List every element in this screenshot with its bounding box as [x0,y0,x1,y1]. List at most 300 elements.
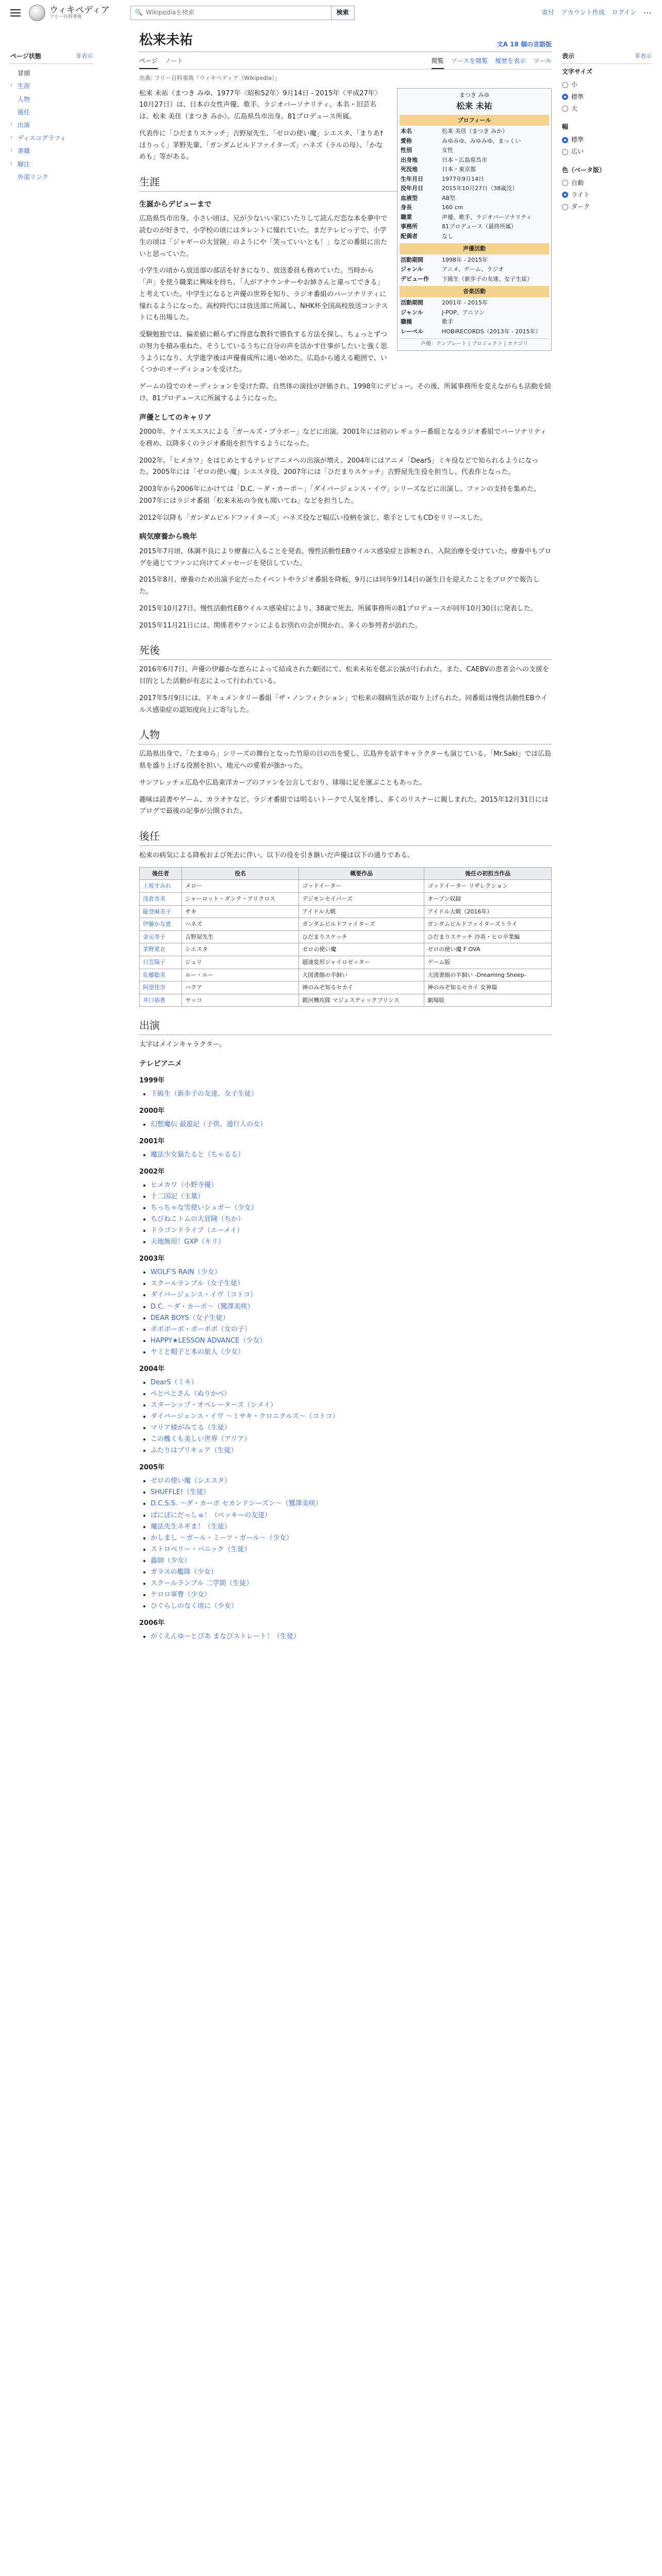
list-item [151,1225,552,1236]
list-item [151,1089,552,1100]
toc-item[interactable] [10,80,93,93]
chevron-icon [10,69,15,78]
infobox-value: 1977年9月14日 [442,175,484,182]
tab-talk[interactable]: ノート [164,57,184,64]
appearance-link[interactable]: 魔法先生ネギま！（生徒） [151,1522,231,1531]
infobox-value: 160 cm [442,204,464,211]
infobox-row [400,265,549,275]
list-item [151,1400,552,1411]
table-cell[interactable]: 金元寿子 [140,930,182,943]
radio-icon [562,149,568,155]
list-item [151,1236,552,1248]
table-cell[interactable]: 井口裕香 [140,994,182,1007]
appearance-link[interactable]: 蟲師（少女） [151,1556,191,1565]
appearance-groups [562,67,652,213]
search-input[interactable] [130,6,332,20]
chevron-icon: › [10,147,12,154]
radio-option[interactable] [562,201,652,213]
paragraph: 受験勉独では、偏差値に頼らずに得意な教科で勝負する方法を探し、ちょっとずつの努力を積み重ねた。そうしているうちに自分の声を活かす仕事がしたいと強く思うようになり、大学進学後は声優養成所に通い始めた。広島から通える範囲で、いくつかのオーディションを受けた。 [139,331,388,374]
radio-icon [562,94,568,100]
chevron-icon [10,95,15,105]
radio-icon [562,82,568,88]
chevron-icon: › [10,121,12,127]
appearance-group [562,165,652,213]
list-item [151,1521,552,1533]
appearance-link[interactable]: ヒメカワ（小野寺優） [151,1181,218,1189]
list-item [151,1290,552,1301]
tab-history[interactable]: 履歴を表示 [495,57,526,64]
table-cell[interactable]: 佐藤聡美 [140,969,182,981]
infobox-name: 松来 未祐 [456,101,492,111]
appearance-link[interactable]: ダイバージェンス・イヴ（コトコ） [151,1291,257,1299]
table-row [140,880,552,893]
table-header-cell: 概要作品 [299,867,424,880]
toc-item[interactable] [10,93,93,106]
paragraph: ゲームの役でのオーディションを受けた際、自然体の演技が評価され、1998年にデビュー。その後、所属事務所を変えながらも活動を続け、81プロデュースに所属するようになった。 [139,383,552,402]
login-link[interactable]: ログイン [611,9,636,16]
toc-item[interactable] [10,132,93,145]
infobox-label: ジャンル [401,309,423,316]
paragraph: 広島県呉市出身。小さい頃は、兄が少ないい家にいたりして読んだ恋な本を夢中で読むのが好きで、小学校の頃にはタレントに憧れていた。まだテレビっ子で、小学生の頃は「ジャギーの大冒険」のようにや「笑っていいとも！」などの番組に出たいと思っていた。 [139,215,388,258]
appearance-link[interactable]: がくえんゆーとぴあ まなびストレート！（生徒） [151,1633,301,1641]
table-body [140,880,552,1007]
section-heading-appearances: 出演 [139,1017,552,1035]
radio-option[interactable] [562,177,652,189]
infobox-head-activity: 声優活動 [400,243,549,255]
table-cell: アイドル大戦（2016年） [424,905,552,918]
tab-read[interactable]: 閲覧 [432,54,444,69]
chevron-icon: › [10,82,12,89]
appearance-list [151,1180,552,1248]
appearance-link[interactable]: ダイバージェンス・イヴ 〜ミサキ・クロニクルズ〜（コトコ） [151,1413,339,1421]
search-icon: 🔍 [135,9,143,16]
table-row [140,981,552,994]
table-cell: ガンダムビルドファイターズトライ [424,918,552,931]
appearance-list [151,1267,552,1358]
list-item [151,1191,552,1202]
table-header-cell: 役名 [182,867,299,880]
list-item [151,1267,552,1278]
appearance-link[interactable]: ケロロ軍曹（少女） [151,1591,211,1599]
appearance-link[interactable]: ゼロの使い魔（シエスタ） [151,1477,231,1485]
table-cell: ゼロの使い魔 [299,943,424,956]
appearance-link[interactable]: 下級生（新歩子の友達、女子生徒） [151,1090,258,1098]
table-cell: ゴッドイーター リザレクション [424,880,552,893]
table-row [140,994,552,1007]
chevron-icon [10,173,15,182]
table-cell[interactable]: 上坂すみれ [140,880,182,893]
toc-item-label: 出演 [18,121,30,129]
table-cell: ゲーム版 [424,956,552,969]
infobox-label: 出身地 [401,156,418,163]
appearance-link[interactable]: WOLF'S RAIN（少女） [151,1268,221,1277]
paragraph: 2012年以降も「ガンダムビルドファイターズ」ハネズ役など幅広い役柄を演じ、歌手としてもCDをリリースした。 [139,514,487,522]
table-cell[interactable]: 浅倉杏美 [140,892,182,905]
infobox-head-profile: プロフィール [400,115,549,126]
appearance-link[interactable]: スクールランブル（女子生徒） [151,1280,244,1288]
table-cell: シャーロット・ダンテ・アリクロス [182,892,299,905]
section-heading: 人物 [139,726,552,744]
table-cell: メロー [182,880,299,893]
year-heading: 2003年 [139,1255,165,1263]
page-tabs [139,54,552,70]
infobox-value: 2015年10月27日（38歳没） [442,185,518,192]
radio-icon [562,192,568,198]
radio-label: 大 [571,105,578,112]
more-icon[interactable]: ⋯ [643,8,652,18]
paragraph: 広島県出身で、「たまゆら」シリーズの舞台となった竹原の日の出を愛し、広島弁を話すキャラクターも演じている。「Mr.Saki」では広島県を盛り上げる役割を担い、地元への愛着が強かった。 [139,750,552,770]
table-row [140,943,552,956]
infobox-row [400,127,549,137]
toc-item[interactable] [10,158,93,171]
infobox [397,88,552,351]
list-item [151,1388,552,1400]
table-header-cell: 後任の初担当作品 [424,867,552,880]
list-item [151,1422,552,1434]
table-cell: 神のみぞ知るセカイ 女神篇 [424,981,552,994]
infobox-value: アニメ、ゲーム、ラジオ [442,266,504,273]
paragraph: 2015年10月27日、慢性活動性EBウイルス感染症により、38歳で死去。所属事務所の81プロデュースが同年10月30日に発表した。 [139,604,537,613]
table-row [140,905,552,918]
toc-item-label: 冒頭 [18,70,30,77]
infobox-row [400,194,549,204]
toc-title [10,52,93,64]
paragraph: 2015年8月、療養のため出演予定だったイベントやラジオ番組を降板。9月には同年9月14日の誕生日を迎えたことをブログで報告した。 [139,576,540,596]
year-heading: 2006年 [139,1619,165,1628]
list-item [151,1498,552,1510]
subsection-heading: 声優としてのキャリア [139,413,211,422]
toc-sidebar [10,52,93,184]
radio-label: 標準 [571,93,584,100]
section-heading: 後任 [139,828,552,846]
infobox-row [400,156,549,165]
list-item [151,1434,552,1445]
menu-icon[interactable] [10,9,21,16]
paragraph: 2016年6月7日、声優の伊藤かな恵らによって結成された劇団にて、松来未祐を偲ぶ公演が行われた。また、CAEBVの患者会への支援を目的とした活動が有志によって行われている。 [139,666,549,685]
table-cell: ゴッドイーター [299,880,424,893]
toc-item-label: 外部リンク [18,173,48,181]
language-button[interactable]: 文A 18 個の言語版 [496,40,552,48]
appearance-link[interactable]: SHUFFLE!（生徒） [151,1488,210,1497]
list-item [151,1589,552,1601]
table-header-row [140,867,552,880]
tab-page[interactable]: ページ [139,54,158,69]
table-cell: 吉野屋先生 [182,930,299,943]
infobox-activity-rows [400,256,549,284]
appearance-link[interactable]: ヤミと帽子と本の旅人（少女） [151,1348,245,1356]
appearance-link[interactable]: ストロベリー・パニック（生徒） [151,1545,251,1553]
list-item [151,1278,552,1290]
infobox-label: 死没地 [401,166,418,173]
infobox-row [400,165,549,175]
infobox-value: 2001年 - 2015年 [442,299,488,307]
infobox-kana: まつき みゆ [459,91,490,98]
paragraph: 小学生の頃から放送部の部活を好きになり、放送委員も務めていた。当時から「声」を使う職業に興味を持ち、「人がアナウンサーやお姉さんと違ってできる」と考えていた。中学生になると声優の世界を知り、ラジオ番組のパーソナリティに憧れるようになった。高校時代には放送部に所属し、NHK杯全国高校放送コンテストにも出場した。 [139,267,388,322]
appearance-link[interactable]: D.C. 〜ダ・カーポ〜（鷺澤美咲） [151,1302,254,1311]
table-cell: ゼロの使い魔 F OVA [424,943,552,956]
appearance-link[interactable]: ぱにぽにだっしゅ！（ベッキーの友達） [151,1511,272,1519]
table-cell: シエスタ [182,943,299,956]
intro-paragraph-1: 松来 未祐（まつき みゆ、1977年〈昭和52年〉9月14日 - 2015年〈平成27年〉10月27日）は、日本の女性声優、歌手、ラジオパーソナリティ。本名・旧芸名は、松来 美佳（まつき みか）。広島県呉市出身。81プロデュース所属。 [139,89,382,121]
infobox-label: 職業 [401,213,412,221]
toc-item[interactable] [10,106,93,119]
table-header-cell: 後任者 [140,867,182,880]
infobox-label: 活動期間 [401,256,423,263]
logo-title: ウィキペディア [49,5,110,15]
section-heading: 死後 [139,642,552,660]
radio-option[interactable] [562,189,652,201]
radio-icon [562,137,568,143]
create-account-link[interactable]: アカウント作成 [561,9,605,16]
toc-item[interactable] [10,145,93,158]
from-line: 出典: フリー百科事典『ウィキペディア（Wikipedia）』 [139,74,280,81]
infobox-label: 愛称 [401,137,412,144]
tab-tools[interactable]: ツール [533,57,552,64]
radio-option[interactable] [562,79,652,91]
list-item [151,1335,552,1347]
table-row [140,969,552,981]
paragraph: 2015年11月21日には、関係者やファンによるお別れの会が開かれ、多くの参列者が訪れた。 [139,621,422,630]
infobox-value: 81プロデュース（最終所属） [442,223,517,230]
successor-table [139,867,552,1007]
radio-label: 広い [571,148,584,156]
infobox-music-rows [400,298,549,336]
infobox-row [400,184,549,194]
appearance-link[interactable]: ちっちゃな雪使いシュガー（少女） [151,1204,258,1212]
appearance-link[interactable]: スターシップ・オペレーターズ（シメイ） [151,1401,277,1409]
paragraph: 松来の病気による降板および死去に伴い、以下の役を引き継いだ声優は以下の通りである。 [139,852,415,859]
infobox-label: 血液型 [401,194,418,201]
infobox-value: 下級生（新歩子の友達、女子生徒） [442,275,533,282]
infobox-row [400,298,549,308]
appearance-list [151,1089,552,1100]
table-cell: ハネズ [182,918,299,931]
title-row [139,32,552,52]
intro-paragraph-2: 代表作に「ひだまりスケッチ」吉野屋先生、「ゼロの使い魔」シエスタ、「まりあ†ほりっく」茅野先輩、「ガンダムビルドファイターズ」ハネズ（ラルの母）、「かなめも」等がある。 [139,129,384,161]
subsection-heading: 生誕からデビューまで [139,200,211,209]
radio-option[interactable] [562,103,652,115]
radio-option[interactable] [562,146,652,158]
appearance-sidebar [562,52,652,220]
language-count: 18 個の言語版 [510,40,552,48]
infobox-label: 没年月日 [401,185,423,192]
table-cell: ジュリ [182,956,299,969]
appearance-link[interactable]: ひぐらしのなく頃に（少女） [151,1602,238,1611]
table-cell: 劇場版 [424,994,552,1007]
list-item [151,1510,552,1521]
list-item [151,1487,552,1498]
infobox-label: 性別 [401,147,412,154]
table-cell[interactable]: 茅野愛衣 [140,943,182,956]
year-heading: 2002年 [139,1168,165,1176]
radio-icon [562,204,568,210]
toc-item-label: ディスコグラフィ [18,134,67,142]
site-logo[interactable] [29,5,110,21]
radio-label: 標準 [571,136,584,144]
toc-hide-button[interactable]: 非表示 [76,53,93,59]
site-header [0,0,662,26]
list-item [151,1631,552,1642]
appearance-years [139,1076,552,1642]
appearance-link[interactable]: D.C.S.S. 〜ダ・カーポ セカンドシーズン〜（鷺澤美咲） [151,1500,322,1508]
appearance-link[interactable]: ボボボーボ・ボーボボ（女の子） [151,1325,252,1333]
donate-link[interactable]: 寄付 [541,9,554,16]
appearance-link[interactable]: 天地無用！GXP（キリ） [151,1238,225,1246]
table-row [140,930,552,943]
appearance-group [562,67,652,115]
appearance-link[interactable]: 十二国記（玉葉） [151,1192,205,1200]
toc-list [10,67,93,184]
appearance-link[interactable]: マリア様がみてる（生徒） [151,1424,231,1432]
appearance-link[interactable]: ぺとぺとさん（ぬりかべ） [151,1389,231,1398]
list-item [151,1119,552,1130]
list-item [151,1476,552,1487]
table-cell: 神のみぞ知るセカイ [299,981,424,994]
infobox-row [400,203,549,213]
appearance-link[interactable]: かしまし 〜ガール・ミーツ・ガール〜（少女） [151,1534,293,1542]
appearances-intro: 太字はメインキャラクター。 [139,1041,226,1049]
appearance-group-title: 幅 [562,123,569,130]
radio-label: 小 [571,81,578,89]
search-button[interactable]: 検索 [332,6,355,20]
toc-item[interactable] [10,171,93,184]
radio-label: ライト [571,191,590,198]
appearance-link[interactable]: 魔法少女猫たると（ちゃるる） [151,1151,245,1159]
table-cell: アイドル大戦 [299,905,424,918]
appearance-link[interactable]: スクールランブル 二学期（生徒） [151,1580,253,1588]
paragraph: 2015年7月頃、体調不良により療養に入ることを発表。慢性活動性EBウイルス感染症と診断され、入院治療を受けていた。療養中もブログを通じてファンに向けてメッセージを発信していた。 [139,547,552,567]
appearance-list [151,1149,552,1161]
list-item [151,1180,552,1191]
appearance-link[interactable]: ふたりはプリキュア（生徒） [151,1447,238,1455]
appearance-list [151,1631,552,1642]
year-heading: 2001年 [139,1138,165,1146]
main-content [139,32,552,1646]
infobox-value: 声優、歌手、ラジオパーソナリティ [442,213,532,221]
infobox-row [400,308,549,318]
paragraph: 2002年、「ヒメカワ」をはじめとするテレビアニメへの出演が増え、2004年にはアニメ「DearS」ミキ役などで知られるようになった。2005年には「ゼロの使い魔」シエスタ役、2007年には「ひだまりスケッチ」吉野屋先生役を担当し、代表作となった。 [139,456,539,477]
appearance-link[interactable]: HAPPY★LESSON ADVANCE（少女） [151,1336,267,1345]
list-item [151,1202,552,1214]
infobox-row [400,222,549,232]
infobox-value: J-POP、アニソン [442,309,485,316]
infobox-row [400,213,549,223]
toc-item-label: 後任 [18,108,30,116]
appearance-hide-button[interactable]: 非表示 [635,53,652,59]
infobox-row [400,137,549,146]
table-cell[interactable]: 日笠陽子 [140,956,182,969]
appearance-group-title: 色（ベータ版） [562,166,606,174]
appearance-link[interactable]: この醜くも美しい世界（アリア） [151,1435,251,1444]
radio-label: 自動 [571,179,584,187]
infobox-label: 本名 [401,128,412,135]
list-item [151,1301,552,1313]
logo-subtitle: フリー百科事典 [49,14,82,20]
table-cell[interactable]: 能登麻美子 [140,905,182,918]
toc-item-label: 脚注 [18,160,30,168]
appearance-link[interactable]: ドラゴンドライブ（エーメイ） [151,1227,244,1235]
appearance-link[interactable]: DearS（ミキ） [151,1378,198,1386]
table-cell: 大図書館の羊飼い -Dreaming Sheep- [424,969,552,981]
year-heading: 2000年 [139,1107,165,1115]
infobox-label: 配偶者 [401,232,418,240]
personal-tools [542,6,652,20]
infobox-row [400,146,549,156]
paragraph: 2003年から2006年にかけては「D.C. 〜ダ・カーポ〜」「ダイバージェンス・イヴ」シリーズなどに出演し、ファンの支持を集めた。2007年にはラジオ番組「松来未祐の今夜も聞いてね」などを担当した。 [139,485,540,505]
appearance-link[interactable]: 幻想魔伝 最遊記（子供、通行人の女） [151,1121,267,1129]
table-cell: ひだまりスケッチ 沙英・ヒロ卒業編 [424,930,552,943]
table-cell: ヤッコ [182,994,299,1007]
article-body [139,88,552,1643]
list-item [151,1555,552,1567]
table-row [140,892,552,905]
subsection-heading: 病気療養から晩年 [139,533,197,541]
appearance-group-title: 文字サイズ [562,68,593,76]
section-heading: 生涯 [139,174,552,192]
appearance-list [151,1119,552,1130]
infobox-row [400,327,549,337]
infobox-row [400,275,549,284]
wikipedia-globe-icon [29,5,45,21]
list-item [151,1313,552,1324]
toc-title-text: ページ状態 [10,53,41,60]
infobox-row [400,256,549,265]
subsection-heading-tv-anime: テレビアニメ [139,1060,183,1069]
radio-icon [562,180,568,186]
toc-item[interactable] [10,67,93,80]
appearance-link[interactable]: ガラスの艦隊（少女） [151,1568,218,1576]
list-item [151,1411,552,1422]
list-item [151,1567,552,1578]
table-row [140,918,552,931]
list-item [151,1601,552,1612]
infobox-label: 生年月日 [401,175,423,182]
list-item [151,1377,552,1388]
infobox-value: 松来 美佳（まつき みか） [442,128,508,135]
list-item [151,1347,552,1358]
table-cell[interactable]: 伊藤かな恵 [140,918,182,931]
infobox-label: 身長 [401,204,412,211]
infobox-value: AB型 [442,194,456,201]
radio-option[interactable] [562,134,652,146]
table-cell: サキ [182,905,299,918]
infobox-footer: 声優：テンプレート | プロジェクト | カテゴリ [400,338,549,348]
radio-option[interactable] [562,91,652,103]
list-item [151,1324,552,1335]
paragraph: 2017年5月9日には、ドキュメンタリー番組「ザ・ノンフィクション」で松来の闘病生活が取り上げられた。同番組は慢性活動性EBウイルス感染症の認知度向上に寄与した。 [139,694,548,714]
infobox-profile-rows [400,127,549,241]
table-cell: ひだまりスケッチ [299,930,424,943]
radio-label: ダーク [571,203,590,211]
infobox-value: 歌手 [442,318,453,326]
table-cell: ルー・ルー [182,969,299,981]
table-cell: ハクア [182,981,299,994]
table-cell: 大図書館の羊飼い [299,969,424,981]
appearance-link[interactable]: DEAR BOYS（女子生徒） [151,1314,229,1322]
toc-item[interactable] [10,119,93,132]
paragraph: 趣味は読書やゲーム、カラオケなど。ラジオ番組では明るいトークで人気を博し、多くのリスナーに親しまれた。2015年12月31日にはブログで最後の記事が公開された。 [139,795,549,816]
infobox-label: デビュー作 [401,275,429,282]
tab-view-source[interactable]: ソースを閲覧 [451,57,488,64]
appearance-list [151,1476,552,1612]
table-cell[interactable]: 阿澄佳奈 [140,981,182,994]
appearance-link[interactable]: ちびねこトムの大冒険（ちか） [151,1215,245,1224]
infobox-row [400,232,549,242]
page-title: 松来未祐 [139,32,193,48]
infobox-label: ジャンル [401,266,423,273]
infobox-label: 職種 [401,318,412,326]
chevron-icon: › [10,134,12,141]
